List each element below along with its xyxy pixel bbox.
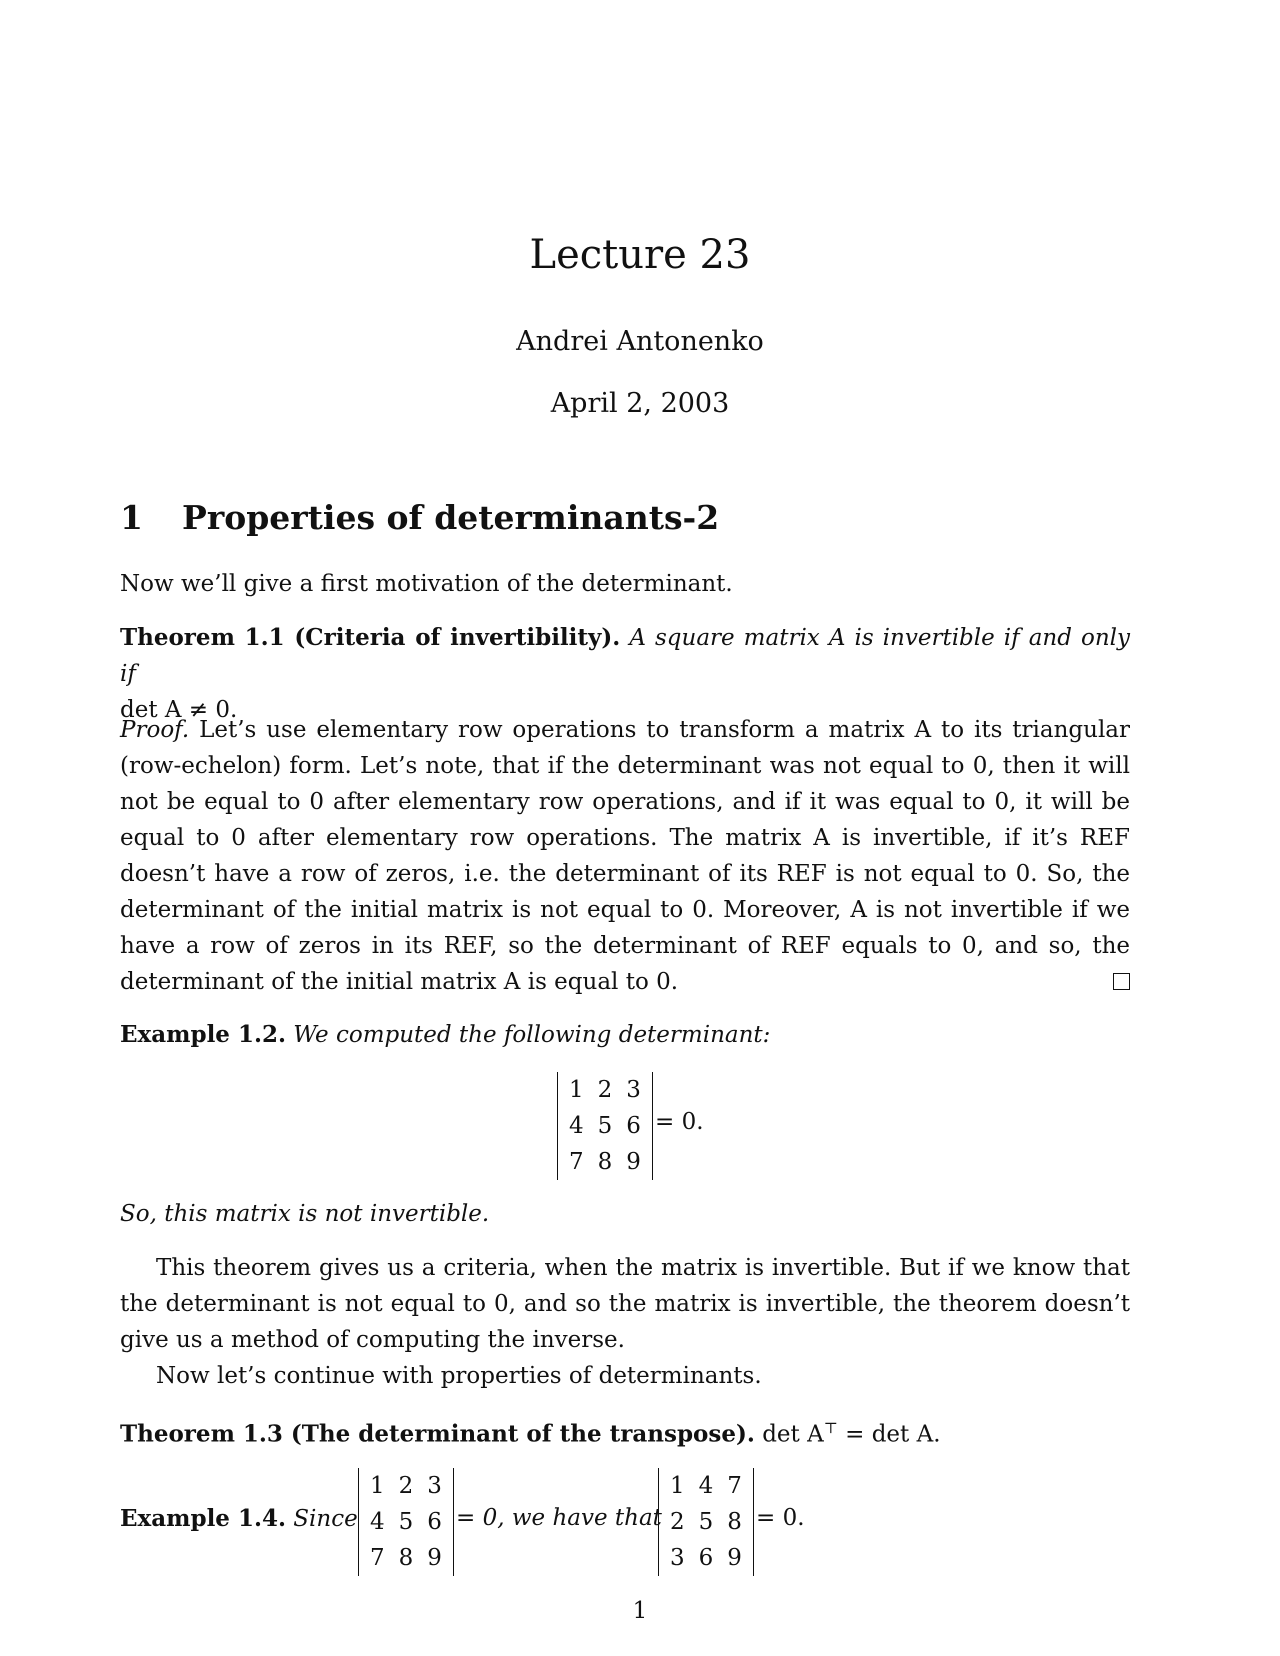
intro-paragraph: Now we’ll give a first motivation of the determinant. — [120, 571, 733, 597]
theorem-1-3 — [120, 1410, 1130, 1453]
theorem-1-3-formula-right: = det A. — [837, 1421, 941, 1448]
matrix-cell: 7 — [727, 1473, 742, 1499]
section-heading — [120, 498, 719, 537]
matrix-cell: 3 — [626, 1077, 641, 1103]
matrix-cell: 7 — [370, 1545, 385, 1571]
matrix-cell: 9 — [427, 1545, 442, 1571]
matrix-cell: 7 — [569, 1149, 584, 1175]
matrix-cell: 3 — [427, 1473, 442, 1499]
matrix-cell: 5 — [698, 1509, 714, 1535]
example-1-2-label: Example 1.2. — [120, 1021, 286, 1048]
matrix-cell: 4 — [370, 1509, 385, 1535]
theorem-1-3-label: Theorem 1.3 (The determinant of the transpose). — [120, 1420, 755, 1448]
qed-square-icon — [1113, 973, 1130, 990]
example-1-4-since: Since — [293, 1506, 358, 1532]
matrix-cell: 4 — [569, 1113, 584, 1139]
example-1-2-result: = 0. — [655, 1109, 704, 1135]
example-1-2 — [120, 1017, 1130, 1053]
document-title: Lecture 23 — [529, 232, 751, 278]
proof-block — [120, 712, 1130, 1000]
matrix-cell: 1 — [370, 1473, 385, 1499]
transpose-symbol: ⊤ — [823, 1419, 838, 1437]
determinant-matrix-transpose — [658, 1468, 754, 1576]
matrix-cell: 2 — [597, 1077, 613, 1103]
page-number: 1 — [632, 1598, 648, 1624]
section-title: Properties of determinants-2 — [182, 498, 720, 537]
matrix-cell: 8 — [597, 1149, 613, 1175]
matrix-cell: 6 — [626, 1113, 641, 1139]
matrix-cell: 6 — [427, 1509, 442, 1535]
determinant-matrix-a — [358, 1468, 454, 1576]
theorem-1-1-label: Theorem 1.1 (Criteria of invertibility). — [120, 624, 621, 651]
matrix-cell: 6 — [698, 1545, 714, 1571]
example-1-2-text: We computed the following determinant: — [293, 1022, 771, 1048]
matrix-cell: 8 — [727, 1509, 742, 1535]
example-1-4-middle: = 0, we have that — [456, 1505, 662, 1531]
document-author: Andrei Antonenko — [516, 326, 764, 357]
example-1-4-result: = 0. — [756, 1505, 805, 1531]
matrix-cell: 8 — [398, 1545, 414, 1571]
theorem-1-1-formula: det A ≠ 0. — [120, 697, 238, 723]
section-number: 1 — [120, 498, 143, 537]
matrix-cell: 5 — [398, 1509, 414, 1535]
document-date: April 2, 2003 — [550, 388, 730, 419]
matrix-cell: 3 — [670, 1545, 685, 1571]
matrix-cell: 2 — [398, 1473, 414, 1499]
paragraph-criteria: This theorem gives us a criteria, when the matrix is invertible. But if we know that the determinant is not equal to 0, and so the matrix is invertible, the theorem doesn’t give us a method of computing the inverse. — [120, 1255, 1130, 1353]
matrix-cell: 1 — [670, 1473, 685, 1499]
theorem-1-3-formula-left: det A — [762, 1421, 824, 1448]
example-1-4-intro — [120, 1505, 358, 1532]
theorem-1-1-statement: A square matrix A is invertible if and only if — [120, 625, 1130, 687]
matrix-cell: 4 — [698, 1473, 714, 1499]
proof-label: Proof. — [120, 717, 190, 743]
determinant-matrix-1-2 — [557, 1072, 653, 1180]
matrix-cell: 9 — [727, 1545, 742, 1571]
proof-text: Let’s use elementary row operations to transform a matrix A to its triangular (row-echelon) form. Let’s note, that if the determinant was not equal to 0, then it will not be equal to 0 after elementary row operations, and if it was equal to 0, it will be equal to 0 after elementary row operations. The matrix A is invertible, if it’s REF doesn’t have a row of zeros, i.e. the determinant of its REF is not equal to 0. So, the determinant of the initial matrix is not equal to 0. Moreover, A is not invertible if we have a row of zeros in its REF, so the determinant of REF equals to 0, and so, the determinant of the initial matrix A is equal to 0. — [120, 717, 1131, 995]
matrix-cell: 9 — [626, 1149, 641, 1175]
matrix-cell: 2 — [670, 1509, 685, 1535]
example-1-2-conclusion: So, this matrix is not invertible. — [120, 1201, 490, 1227]
example-1-4-label: Example 1.4. — [120, 1505, 286, 1532]
matrix-cell: 1 — [569, 1077, 584, 1103]
matrix-cell: 5 — [597, 1113, 613, 1139]
paragraph-continue: Now let’s continue with properties of determinants. — [156, 1363, 762, 1389]
